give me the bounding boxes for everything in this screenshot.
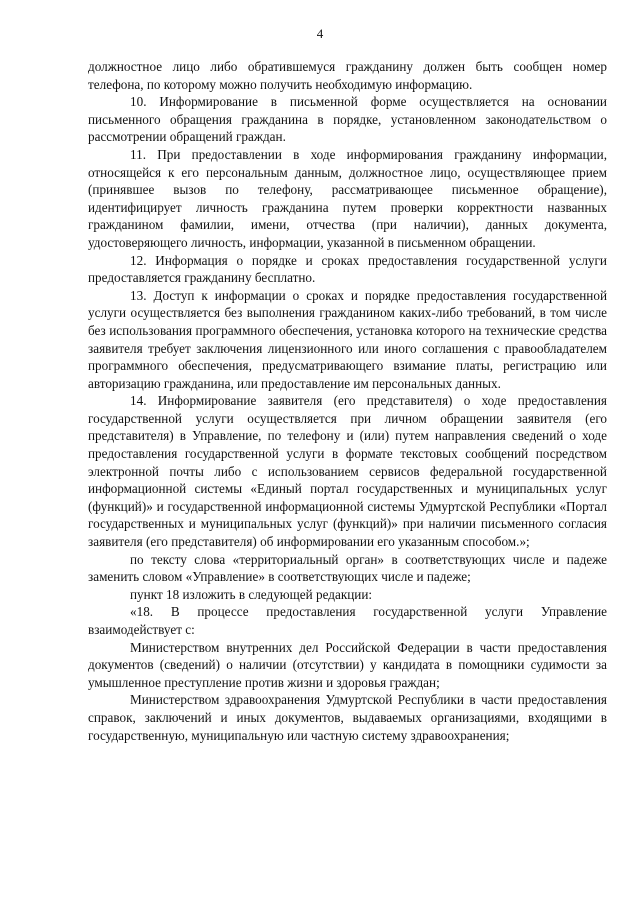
- paragraph-continuation: должностное лицо либо обратившемуся гражданину должен быть сообщен номер телефона, по которому можно получить необходимую информацию.: [88, 59, 607, 92]
- paragraph-replace-term: по тексту слова «территориальный орган» в соответствующих числе и падеже заменить словом «Управление» в соответствующих числе и падеже;: [88, 551, 607, 585]
- document-body: [88, 58, 607, 744]
- paragraph-14: 14. Информирование заявителя (его представителя) о ходе предоставления государственной услуги осуществляется при личном обращении заявителя (его представителя) в Управление, по телефону и (или) путем направления сведений о ходе предоставления государственной услуги в формате текстовых сообщений посредством электронной почты либо с использованием сервисов федеральной государственной информационной системы «Единый портал государственных и муниципальных услуг (функций)» и государственной информационной системы Удмуртской Республики «Портал государственных и муниципальных услуг (функций)» при наличии письменного согласия заявителя (его представителя) об информировании его указанным способом.»;: [88, 393, 607, 550]
- page-number: 4: [316, 26, 324, 41]
- paragraph-13: 13. Доступ к информации о сроках и порядке предоставления государственной услуги осуществляется без выполнения гражданином каких-либо требований, в том числе без использования программного обеспечения, установка которого на технические средства заявителя требует заключения лицензионного или иного соглашения с правообладателем программного обеспечения, предусматривающего взимание платы, регистрацию или авторизацию гражданина, или предоставление им персональных данных.: [88, 287, 607, 391]
- paragraph-minzdrav: Министерством здравоохранения Удмуртской Республики в части предоставления справок, заключений и иных документов, выдаваемых организациями, входящими в государственную, муниципальную или частную систему здравоохранения;: [88, 692, 607, 743]
- paragraph-mvd: Министерством внутренних дел Российской Федерации в части предоставления документов (сведений) о наличии (отсутствии) у кандидата в помощники судимости за умышленное преступление против жизни и здоровья граждан;: [88, 639, 607, 690]
- paragraph-10: 10. Информирование в письменной форме осуществляется на основании письменного обращения гражданина в порядке, установленном законодательством о рассмотрении обращений граждан.: [88, 94, 607, 145]
- paragraph-18: «18. В процессе предоставления государственной услуги Управление взаимодействует с:: [88, 604, 607, 637]
- paragraph-point-18-intro: пункт 18 изложить в следующей редакции:: [130, 586, 373, 602]
- paragraph-12: 12. Информация о порядке и сроках предоставления государственной услуги предоставляется гражданину бесплатно.: [88, 252, 607, 286]
- paragraph-11: 11. При предоставлении в ходе информирования гражданину информации, относящейся к его персональным данным, должностное лицо, осуществляющее прием (принявшее вызов по телефону, рассматривающее письменное обращение), идентифицирует личность гражданина путем проверки корректности названных гражданином фамилии, имени, отчества (при наличии), данных документа, удостоверяющего личность, информации, указанной в письменном обращении.: [88, 146, 607, 250]
